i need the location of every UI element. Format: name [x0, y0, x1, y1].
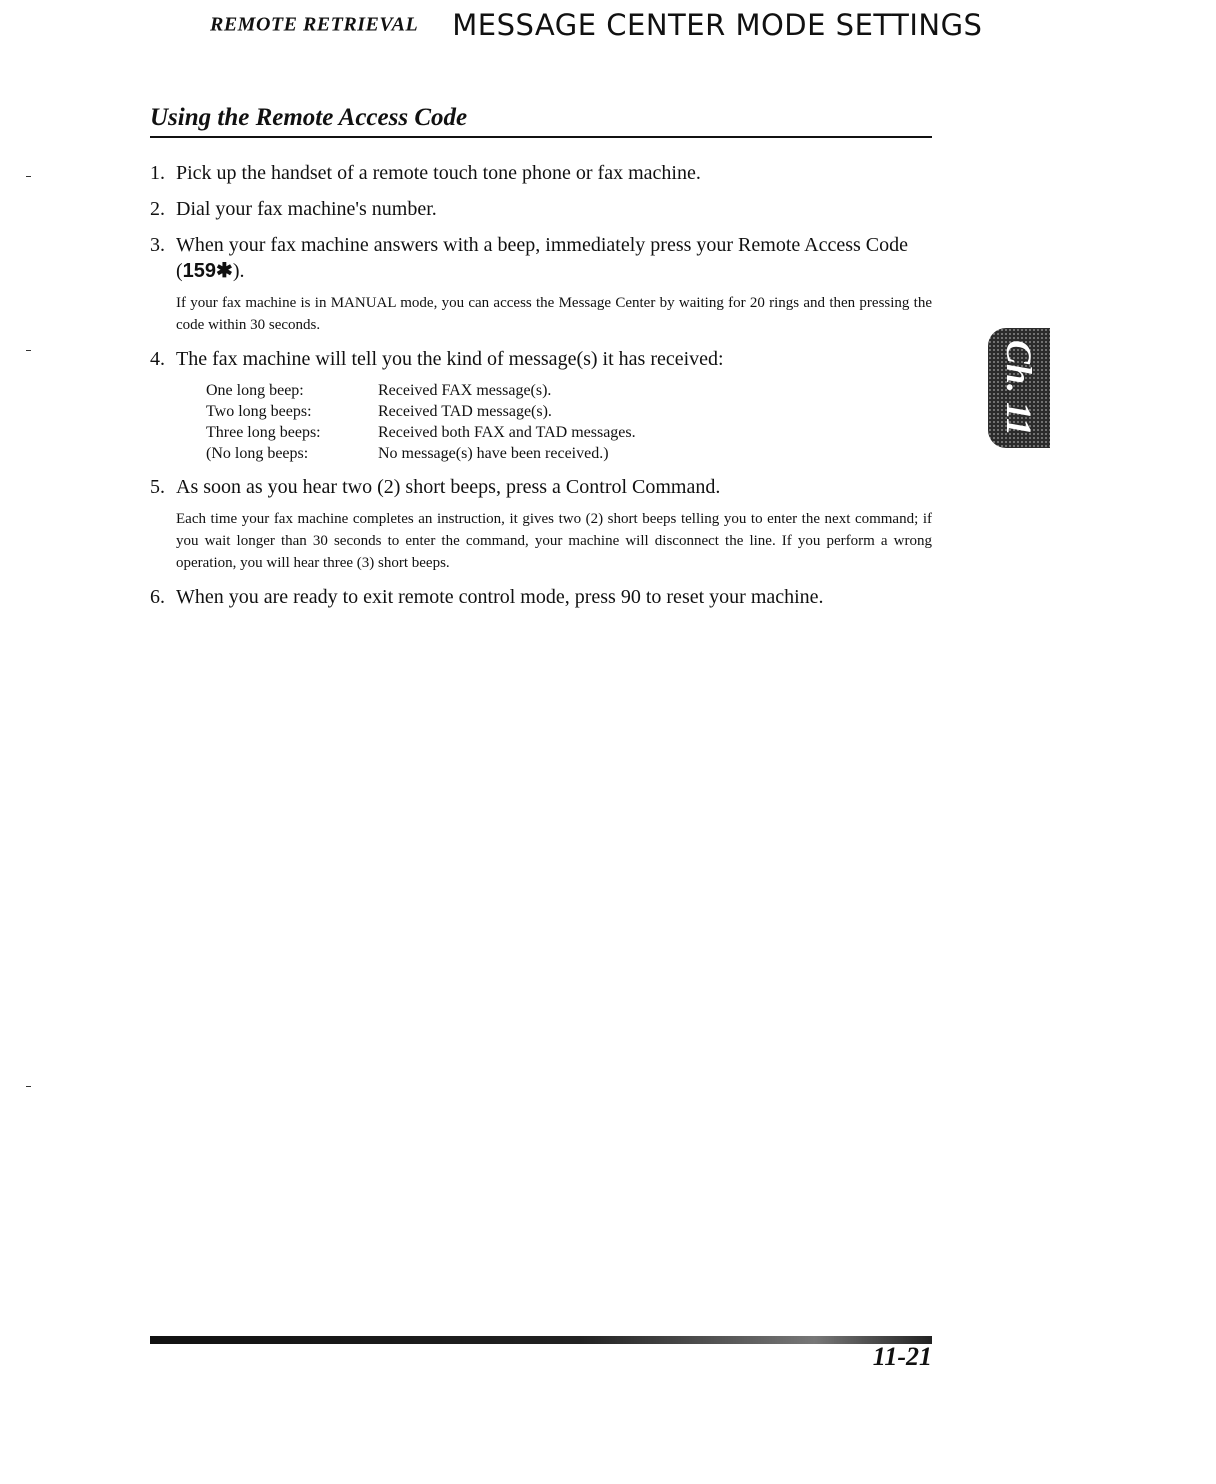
page-header [210, 8, 982, 42]
beep-code-table [206, 380, 636, 464]
step-text: When you are ready to exit remote control mode, press 90 to reset your machine. [176, 586, 824, 608]
margin-tick [26, 350, 31, 351]
step-3 [150, 232, 932, 336]
step-text-end: ). [232, 260, 245, 282]
header-section-label: REMOTE RETRIEVAL [210, 13, 419, 36]
page-number: 11-21 [872, 1342, 932, 1371]
beep-row [206, 422, 636, 443]
step-5 [150, 474, 932, 574]
remote-access-code: 159✱ [182, 260, 233, 282]
step-text: Pick up the handset of a remote touch tone phone or fax machine. [176, 162, 701, 184]
beep-meaning: Received FAX message(s). [378, 382, 552, 399]
step-note: If your fax machine is in MANUAL mode, you can access the Message Center by waiting for 20 rings and then pressing the code within 30 seconds. [176, 295, 932, 333]
chapter-tab-label: Ch. 11 [999, 339, 1040, 437]
section-title: Using the Remote Access Code [150, 104, 932, 138]
beep-label: Three long beeps: [206, 424, 321, 441]
step-note: Each time your fax machine completes an instruction, it gives two (2) short beeps telling you to enter the next command; if you wait longer than 30 seconds to enter the command, your machine will disconnect the line. If you perform a wrong operation, you will hear three (3) short beeps. [176, 511, 932, 571]
beep-meaning: Received TAD message(s). [378, 403, 552, 420]
steps-list [150, 160, 932, 620]
step-number: 4. [150, 348, 165, 370]
beep-row [206, 443, 636, 464]
step-text: As soon as you hear two (2) short beeps, press a Control Command. [176, 476, 721, 498]
beep-label: Two long beeps: [206, 403, 312, 420]
margin-tick [26, 176, 31, 177]
step-number: 5. [150, 476, 165, 498]
step-number: 1. [150, 162, 165, 184]
step-6 [150, 584, 932, 610]
step-number: 6. [150, 586, 165, 608]
step-text-start: When your fax machine answers with a beep, immediately press your Remote Access Code ( [176, 234, 909, 282]
beep-meaning: Received both FAX and TAD messages. [378, 424, 636, 441]
beep-row [206, 380, 636, 401]
step-2 [150, 196, 932, 222]
step-number: 2. [150, 198, 165, 220]
header-chapter-title: MESSAGE CENTER MODE SETTINGS [452, 8, 983, 42]
beep-row [206, 401, 636, 422]
beep-label: One long beep: [206, 382, 304, 399]
step-1 [150, 160, 932, 186]
step-text: Dial your fax machine's number. [176, 198, 437, 220]
step-4 [150, 346, 932, 464]
chapter-tab [988, 328, 1050, 448]
beep-label: (No long beeps: [206, 445, 309, 462]
step-text [176, 232, 932, 284]
margin-tick [26, 1086, 31, 1087]
step-number: 3. [150, 234, 165, 256]
step-text: The fax machine will tell you the kind of message(s) it has received: [176, 348, 724, 370]
beep-meaning: No message(s) have been received.) [378, 445, 609, 462]
